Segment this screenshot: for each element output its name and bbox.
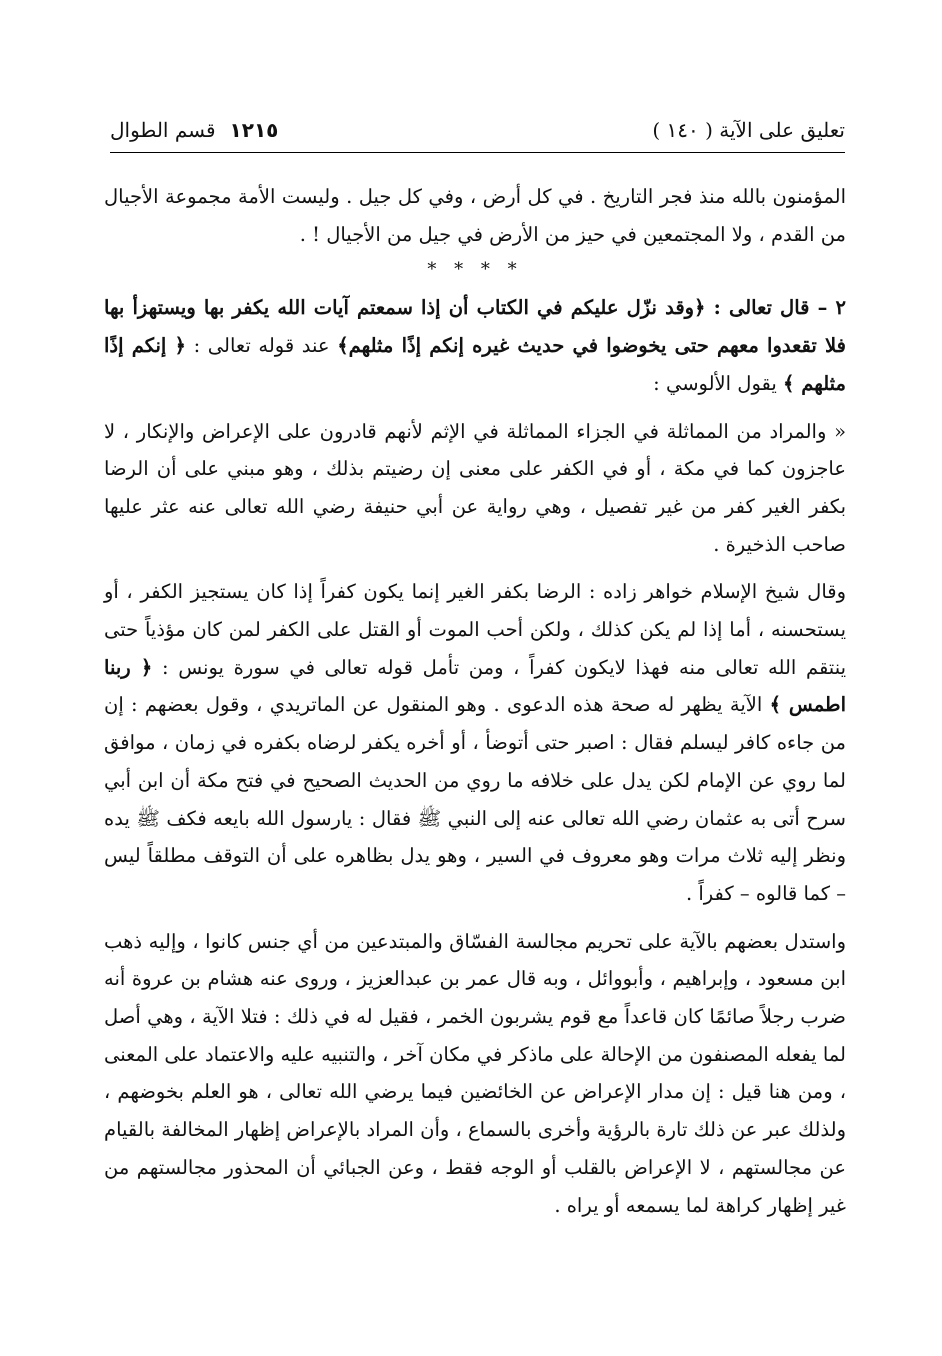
paragraph-2-suffix: يقول الألوسي : <box>653 371 784 395</box>
spacer <box>104 563 846 573</box>
paragraph-3: « والمراد من المماثلة في الجزاء المماثلة في الإثم لأنهم قادرون على الإعراض والإنكار ، لا عاجزون كما في مكة ، أو في الكفر على معنى إن رضيتم بذلك ، وهو مبني على أن الرضا بكفر الغير كفر من غير تفصيل ، وهي رواية عن أبي حنيفة رضي الله تعالى عنه عثر عليها صاحب الذخيرة . <box>104 419 846 556</box>
running-header <box>110 118 845 148</box>
paragraph-5: واستدل بعضهم بالآية على تحريم مجالسة الفسّاق والمبتدعين من أي جنس كانوا ، وإليه ذهب ابن مسعود ، وإبراهيم ، وأبووائل ، وبه قال عمر بن عبدالعزيز ، وروى عنه هشام بن عروة أنه ضرب رجلاً صائمًا كان قاعداً مع قوم يشربون الخمر ، فقيل له في ذلك : فتلا الآية ، وهي أصل لما يفعله المصنفون من الإحالة على ماذكر في مكان آخر ، والتنبيه عليه والاعتماد على المعنى ، ومن هنا قيل : إن مدار الإعراض عن الخائضين فيما يرضي الله تعالى ، هو العلم بخوضهم ، ولذلك عبر عن ذلك تارة بالرؤية وأخرى بالسماع ، وأن المراد بالإعراض إظهار المخالفة بالقيام عن مجالستهم ، لا الإعراض بالقلب أو الوجه فقط ، وعن الجبائي أن المحذور مجالستهم من غير إظهار كراهة لما يسمعه أو يراه . <box>104 929 846 1217</box>
quran-verse-3: ﴿ ربنا اطمس ﴾ <box>104 655 846 717</box>
section-title: قسم الطوال <box>110 118 216 142</box>
paragraph-2 <box>104 289 846 402</box>
paragraph-4 <box>104 573 846 912</box>
page-number: ١٢١٥ <box>229 118 279 142</box>
quran-verse: ﴿وقد نزّل عليكم في الكتاب أن إذا سمعتم آيات الله يكفر بها ويستهزأ بها فلا تقعدوا معهم حتى يخوضوا في حديث غيره إنكم إذًا مثلهم﴾ <box>104 296 846 358</box>
section-separator: * * * * <box>427 259 523 281</box>
page-body <box>104 178 846 1224</box>
paragraph-1: المؤمنون بالله منذ فجر التاريخ . في كل أرض ، وفي كل جيل . وليست الأمة مجموعة الأجيال من القدم ، ولا المجتمعين في حيز من الأرض في جيل من الأجيال ! . <box>104 185 846 246</box>
item-intro: ٢ – قال تعالى : <box>705 296 846 320</box>
header-rule <box>110 152 845 153</box>
header-left <box>110 118 278 142</box>
paragraph-4-b: الآية يظهر له صحة هذه الدعوى . وهو المنقول عن الماتريدي ، وقول بعضهم : إن من جاءه كافر ليسلم فقال : اصبر حتى أتوضأ ، أو أخره يكفر لرضاه بكفره في زمان ، موافق لما روي عن الإمام لكن يدل على خلافه ما روي من الحديث الصحيح في فتح مكة أن ابن أبي سرح أتى به عثمان رضي الله تعالى عنه إلى النبي ﷺ فقال : يارسول الله بايعه فكف ﷺ يده ونظر إليه ثلاث مرات وهو معروف في السير ، وهو يدل بظاهره على أن التوقف مطلقاً ليس – كما قالوه – كفراً . <box>104 693 846 905</box>
paragraph-4-a: وقال شيخ الإسلام خواهر زاده : الرضا بكفر الغير إنما يكون كفراً إذا كان يستجيز الكفر ، أو يستحسنه ، أما إذا لم يكن كذلك ، ولكن أحب الموت أو القتل على الكفر لمن كان مؤذياً حتى ينتقم الله تعالى منه فهذا لايكون كفراً ، ومن تأمل قوله تعالى في سورة يونس : <box>104 580 847 679</box>
paragraph-2-mid: عند قوله تعالى : <box>185 334 338 358</box>
chapter-title: تعليق على الآية ( ١٤٠ ) <box>652 118 845 142</box>
quran-verse-2: ﴿ إنكم إذًا مثلهم ﴾ <box>104 334 846 395</box>
spacer <box>104 913 846 923</box>
spacer <box>104 403 846 413</box>
